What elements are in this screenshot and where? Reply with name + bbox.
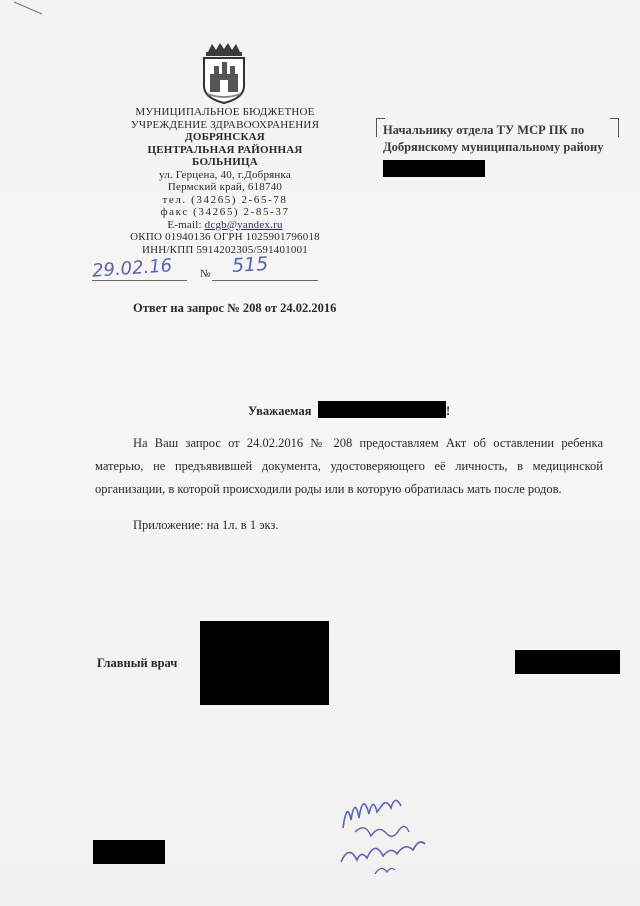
org-name-line: МУНИЦИПАЛЬНОЕ БЮДЖЕТНОЕ bbox=[135, 106, 315, 118]
number-sign: № bbox=[200, 268, 211, 280]
scan-mark bbox=[0, 0, 60, 20]
greeting-end: ! bbox=[446, 404, 451, 418]
coat-of-arms-icon bbox=[198, 42, 250, 104]
redaction-recipient-name bbox=[383, 160, 485, 177]
handwritten-signature bbox=[335, 770, 435, 880]
body-paragraph: На Ваш запрос от 24.02.2016 № 208 предоставляем Акт об оставлении ребенка матерью, не предъявившей документа, удостоверяющего её личность, в медицинской организации, в которой происходили роды или в которую обратилась мать после родов. bbox=[95, 436, 603, 496]
org-address: ул. Герцена, 40, г.Добрянка bbox=[159, 168, 291, 181]
attachment-note: Приложение: на 1л. в 1 экз. bbox=[133, 518, 279, 532]
org-name-line: БОЛЬНИЦА bbox=[192, 156, 258, 168]
org-address: Пермский край, 618740 bbox=[167, 181, 283, 193]
redaction-addressee-name bbox=[318, 401, 446, 418]
org-inn: ИНН/КПП 5914202305/591401001 bbox=[141, 243, 309, 256]
email-label: E-mail: bbox=[167, 218, 205, 231]
recipient-block bbox=[383, 122, 615, 156]
recipient-line: Начальнику отдела ТУ МСР ПК по bbox=[383, 123, 585, 137]
org-name-line: ЦЕНТРАЛЬНАЯ РАЙОННАЯ bbox=[147, 143, 303, 156]
redaction-signature bbox=[200, 621, 329, 705]
greeting: Уважаемая bbox=[248, 404, 312, 418]
handwritten-number: 515 bbox=[231, 253, 269, 277]
org-name-line: УЧРЕЖДЕНИЕ ЗДРАВООХРАНЕНИЯ bbox=[130, 118, 320, 131]
letterhead bbox=[115, 106, 335, 256]
email-link[interactable]: dcgb@yandex.ru bbox=[204, 218, 283, 231]
org-fax: факс (34265) 2-85-37 bbox=[160, 206, 290, 218]
redaction-signatory-name bbox=[515, 650, 620, 674]
handwritten-date: 29.02.16 bbox=[91, 255, 173, 282]
recipient-line: Добрянскому муниципальному району bbox=[383, 140, 604, 154]
org-okpo: ОКПО 01940136 ОГРН 1025901796018 bbox=[130, 231, 320, 243]
org-email-row bbox=[115, 219, 335, 232]
org-name-line: ДОБРЯНСКАЯ bbox=[185, 131, 265, 143]
redaction-footer bbox=[93, 840, 165, 864]
signatory-title: Главный врач bbox=[97, 656, 178, 670]
org-phone: тел. (34265) 2-65-78 bbox=[162, 193, 288, 206]
reply-heading: Ответ на запрос № 208 от 24.02.2016 bbox=[133, 301, 337, 315]
